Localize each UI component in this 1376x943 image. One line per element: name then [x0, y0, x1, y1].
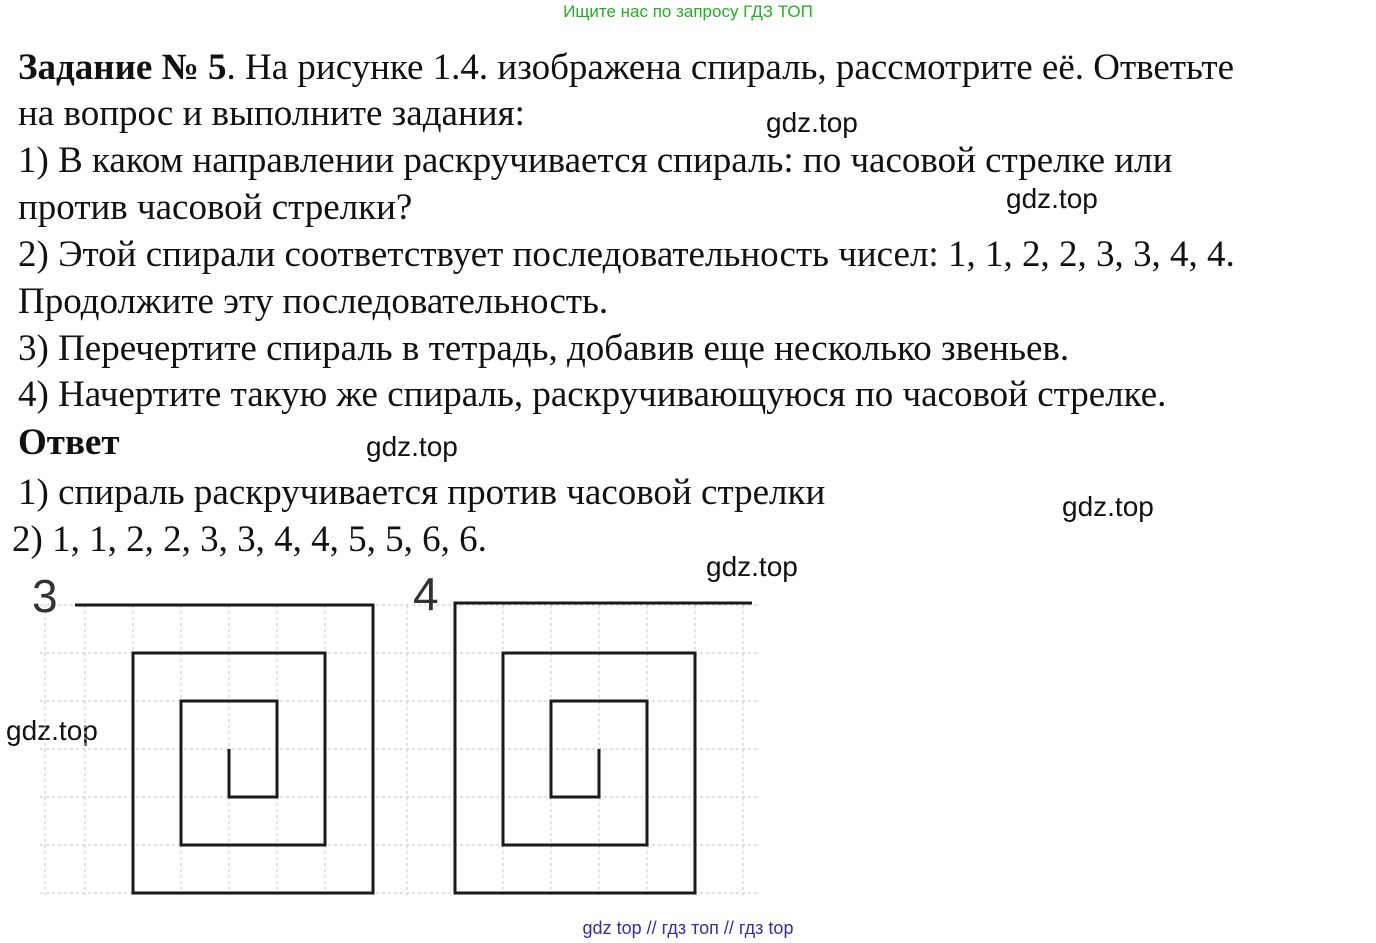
- watermark: gdz.top: [1062, 491, 1154, 522]
- question-1-line-2: против часовой стрелки?: [18, 187, 413, 228]
- task-line-2: на вопрос и выполните задания:: [18, 93, 525, 134]
- answer-1: 1) спираль раскручивается против часовой стрелки: [18, 472, 826, 513]
- watermark: gdz.top: [706, 551, 798, 582]
- spiral-label-right: 4: [413, 568, 439, 620]
- grid-paper: [40, 605, 760, 895]
- task-intro: . На рисунке 1.4. изображена спираль, рассмотрите её. Ответьте: [226, 47, 1235, 88]
- watermark: gdz.top: [1006, 183, 1098, 214]
- watermark: gdz.top: [6, 715, 98, 746]
- watermark: gdz.top: [366, 431, 458, 462]
- question-1-line-1: 1) В каком направлении раскручивается спираль: по часовой стрелке или: [18, 140, 1173, 181]
- question-4: 4) Начертите такую же спираль, раскручивающуюся по часовой стрелке.: [18, 374, 1167, 415]
- footer-links: gdz top // гдз топ // гдз top: [582, 918, 794, 938]
- question-3: 3) Перечертите спираль в тетрадь, добавив еще несколько звеньев.: [18, 328, 1070, 369]
- answer-2: 2) 1, 1, 2, 2, 3, 3, 4, 4, 5, 5, 6, 6.: [12, 519, 487, 560]
- task-line-1: [18, 46, 1234, 90]
- spiral-label-left: 3: [32, 570, 58, 622]
- answer-heading: Ответ: [18, 422, 120, 463]
- search-banner: Ищите нас по запросу ГДЗ ТОП: [563, 2, 813, 21]
- spiral-figure: [0, 560, 800, 900]
- spiral-right: [455, 603, 752, 893]
- question-2-line-2: Продолжите эту последовательность.: [18, 281, 609, 322]
- task-heading: Задание № 5: [18, 47, 227, 88]
- question-2-line-1: 2) Этой спирали соответствует последовательность чисел: 1, 1, 2, 2, 3, 3, 4, 4.: [18, 234, 1235, 275]
- watermark: gdz.top: [766, 107, 858, 138]
